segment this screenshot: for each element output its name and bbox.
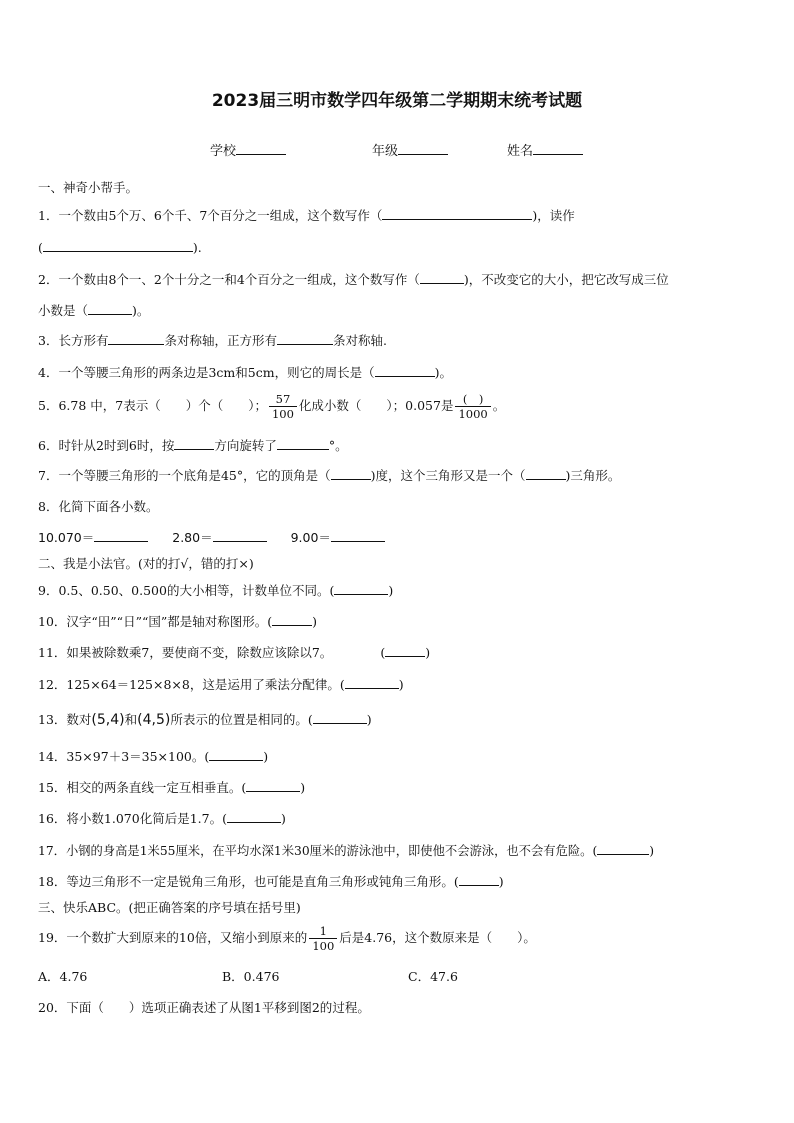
question-17: 17．小钢的身高是1米55厘米，在平均水深1米30厘米的游泳池中，即使他不会游泳，也不会有危险。( ) — [38, 844, 655, 858]
answer-blank[interactable] — [277, 333, 333, 345]
question-15: 15．相交的两条直线一定互相垂直。( ) — [38, 780, 306, 795]
section-3-heading: 三、快乐ABC。(把正确答案的序号填在括号里) — [38, 900, 301, 915]
answer-blank[interactable] — [313, 712, 367, 724]
question-18: 18．等边三角形不一定是锐角三角形，也可能是直角三角形或钝角三角形。( ) — [38, 874, 504, 889]
answer-blank[interactable] — [94, 530, 148, 542]
name-label: 姓名 — [507, 144, 534, 159]
school-blank[interactable] — [236, 142, 286, 155]
question-16: 16．将小数1.070化简后是1.7。( ) — [38, 811, 286, 826]
question-4: 4．一个等腰三角形的两条边是3cm和5cm，则它的周长是（ )。 — [38, 365, 452, 380]
question-5: 5．6.78 中，7表示（ ）个（ ）； $\frac{57}{100}$ 化成小数（ ）；0.057是 $\frac{( )}{1000}$ 。 — [38, 392, 506, 421]
question-8: 8．化简下面各小数。 — [38, 499, 159, 514]
grade-blank[interactable] — [398, 142, 448, 155]
question-11: 11．如果被除数乘7，要使商不变，除数应该除以7。 ( ) — [38, 645, 431, 660]
answer-blank[interactable] — [382, 208, 532, 220]
answer-blank[interactable] — [277, 438, 329, 450]
answer-blank[interactable] — [597, 843, 649, 855]
question-13: 13．数对(5,4)和(4,5)所表示的位置是相同的。( ) — [38, 712, 372, 728]
option-b[interactable]: B．0.476 — [222, 969, 280, 984]
school-field[interactable] — [210, 140, 286, 159]
name-field[interactable] — [507, 140, 583, 159]
question-9: 9．0.5、0.50、0.500的大小相等，计数单位不同。( ) — [38, 583, 394, 598]
fraction-blank-1000[interactable]: $\frac{( )}{1000}$ — [455, 392, 490, 421]
question-6: 6．时针从2时到6时，按 方向旋转了 °。 — [38, 438, 348, 453]
question-19: 19．一个数扩大到原来的10倍，又缩小到原来的 $\frac{1}{100}$ 后是4.76，这个数原来是（ ）。 — [38, 924, 536, 953]
answer-blank[interactable] — [331, 530, 385, 542]
question-10: 10．汉字“田”“日”“国”都是轴对称图形。( ) — [38, 614, 318, 629]
answer-blank[interactable] — [227, 811, 281, 823]
option-a[interactable]: A．4.76 — [38, 969, 88, 984]
answer-blank[interactable] — [375, 365, 435, 377]
question-1-cont: ( ). — [38, 240, 202, 255]
question-12: 12．125×64＝125×8×8，这是运用了乘法分配律。( ) — [38, 677, 404, 692]
answer-blank[interactable] — [459, 874, 499, 886]
question-2-cont: 小数是（ )。 — [38, 303, 150, 318]
answer-blank[interactable] — [385, 645, 425, 657]
section-2-heading: 二、我是小法官。(对的打√，错的打×) — [38, 556, 254, 571]
answer-blank[interactable] — [526, 468, 566, 480]
question-2: 2．一个数由8个一、2个十分之一和4个百分之一组成，这个数写作（ )，不改变它的大小，把它改写成三位 — [38, 272, 669, 287]
name-blank[interactable] — [533, 142, 583, 155]
answer-blank[interactable] — [108, 333, 164, 345]
question-3: 3．长方形有 条对称轴，正方形有 条对称轴. — [38, 333, 387, 348]
answer-blank[interactable] — [331, 468, 371, 480]
answer-blank[interactable] — [345, 677, 399, 689]
section-1-heading: 一、神奇小帮手。 — [38, 180, 139, 195]
fraction-57-100: $\frac{57}{100}$ — [269, 392, 297, 421]
question-14: 14．35×97＋3＝35×100。( ) — [38, 749, 269, 764]
answer-blank[interactable] — [272, 614, 312, 626]
question-7: 7．一个等腰三角形的一个底角是45°，它的顶角是（ )度，这个三角形又是一个（ )三角形。 — [38, 468, 621, 483]
option-c[interactable]: C．47.6 — [408, 969, 458, 984]
page-title: 2023届三明市数学四年级第二学期期末统考试题 — [211, 91, 583, 111]
answer-blank[interactable] — [213, 530, 267, 542]
question-8-items: 10.070＝ 2.80＝ 9.00＝ — [38, 530, 385, 546]
answer-blank[interactable] — [174, 438, 214, 450]
school-label: 学校 — [210, 144, 237, 159]
answer-blank[interactable] — [334, 583, 388, 595]
answer-blank[interactable] — [209, 749, 263, 761]
answer-blank[interactable] — [246, 780, 300, 792]
answer-blank[interactable] — [420, 272, 464, 284]
grade-label: 年级 — [372, 144, 399, 159]
grade-field[interactable] — [372, 140, 448, 159]
answer-blank[interactable] — [43, 240, 193, 252]
answer-blank[interactable] — [88, 303, 132, 315]
fraction-1-100: $\frac{1}{100}$ — [309, 924, 337, 953]
question-1: 1．一个数由5个万、6个千、7个百分之一组成，这个数写作（ )，读作 — [38, 208, 575, 223]
question-20: 20．下面（ ）选项正确表述了从图1平移到图2的过程。 — [38, 1000, 370, 1015]
